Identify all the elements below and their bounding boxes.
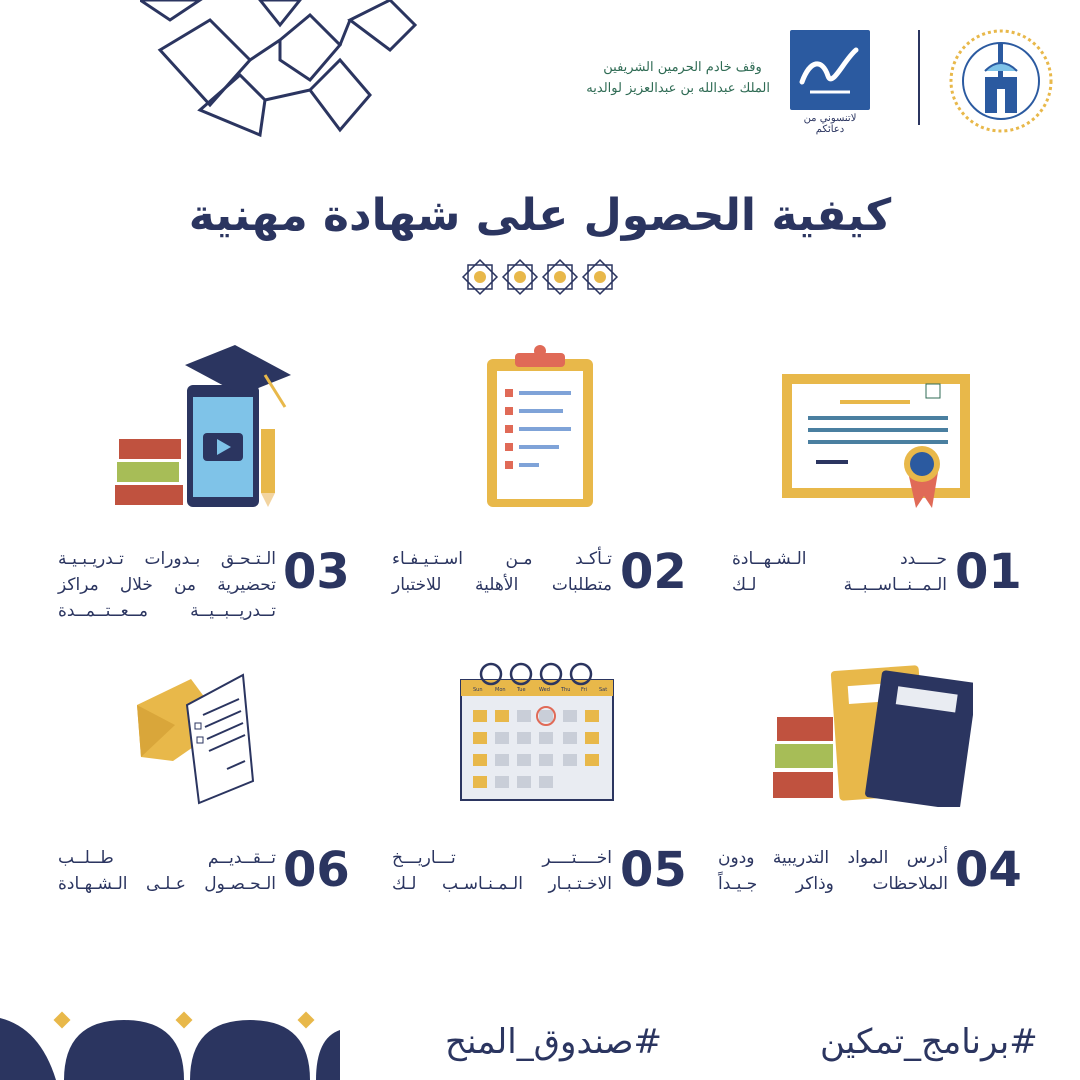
waqf-logo [586,60,770,110]
calendar-day-wed: Wed [539,687,550,693]
waqf-logo-line2: الملك عبدالله بن عبدالعزيز لوالديه [586,81,770,96]
step-01-line2: الـمــنــاســبــة لـك [732,575,947,595]
step-03-line3: تــدريــبــيــة مــعــتــمــدة [58,601,276,621]
footer-dome-pattern [0,1008,340,1080]
waqf-logo-line1: وقف خادم الحرمين الشريفين [603,60,762,75]
step-03-line2: تحضيرية من خلال مراكز [58,575,276,595]
step-text-06 [58,845,276,897]
step-text-04 [718,845,948,897]
calendar-day-sun: Sun [473,687,483,693]
step-number-03: 03 [283,544,350,600]
brand-logo-mark [790,30,870,110]
calendar-day-fri: Fri [581,687,587,693]
step-05-line1: اخــــتــــر تـــاريـــخ [392,848,612,868]
notebooks-icon [773,662,973,807]
step-02-line1: تـأكـد مـن اسـتـيـفـاء [392,549,612,569]
step-06-line1: تــقــديــم طــلــب [58,848,276,868]
calendar-icon [455,662,620,804]
page-title: كيفية الحصول على شهادة مهنية [188,190,892,241]
step-01-line1: حــــدد الـشـهــادة [732,549,947,569]
online-course-icon [115,345,300,510]
clipboard-checklist-icon [485,345,595,510]
step-number-06: 06 [283,842,350,898]
step-03-line1: الـتـحـق بـدورات تـدريـبـيـة [58,549,276,569]
step-text-05 [392,845,612,897]
step-text-01 [732,546,947,598]
step-04-line2: الملاحظات وذاكر جـيـداً [718,874,948,894]
calendar-day-tue: Tue [517,687,526,693]
step-text-03 [58,546,276,624]
hashtag-program: #برنامج_تمكين [820,1022,1038,1062]
step-04-line1: أدرس المواد التدريبية ودون [718,848,948,868]
step-number-04: 04 [955,842,1022,898]
step-number-02: 02 [620,544,687,600]
calendar-day-mon: Mon [495,687,506,693]
step-06-line2: الـحـصـول عـلـى الـشـهـادة [58,874,276,894]
university-logo [945,25,1057,137]
calendar-day-thu: Thu [561,687,571,693]
header-divider [918,30,920,125]
brand-logo [790,30,870,110]
hashtag-fund: #صندوق_المنح [445,1022,662,1062]
star-ornament-row [460,258,620,296]
calendar-day-sat: Sat [599,687,608,693]
step-02-line2: متطلبات الأهلية للاختبار [392,575,612,595]
step-05-line2: الاخـتـبـار الـمـنـاسـب لـك [392,874,612,894]
step-number-05: 05 [620,842,687,898]
step-number-01: 01 [955,544,1022,600]
geometric-ornament [140,0,420,140]
brand-tagline: لاتنسوني من دعائكم [803,113,857,135]
step-text-02 [392,546,612,598]
certificate-icon [780,372,972,510]
envelope-application-icon [135,665,260,805]
